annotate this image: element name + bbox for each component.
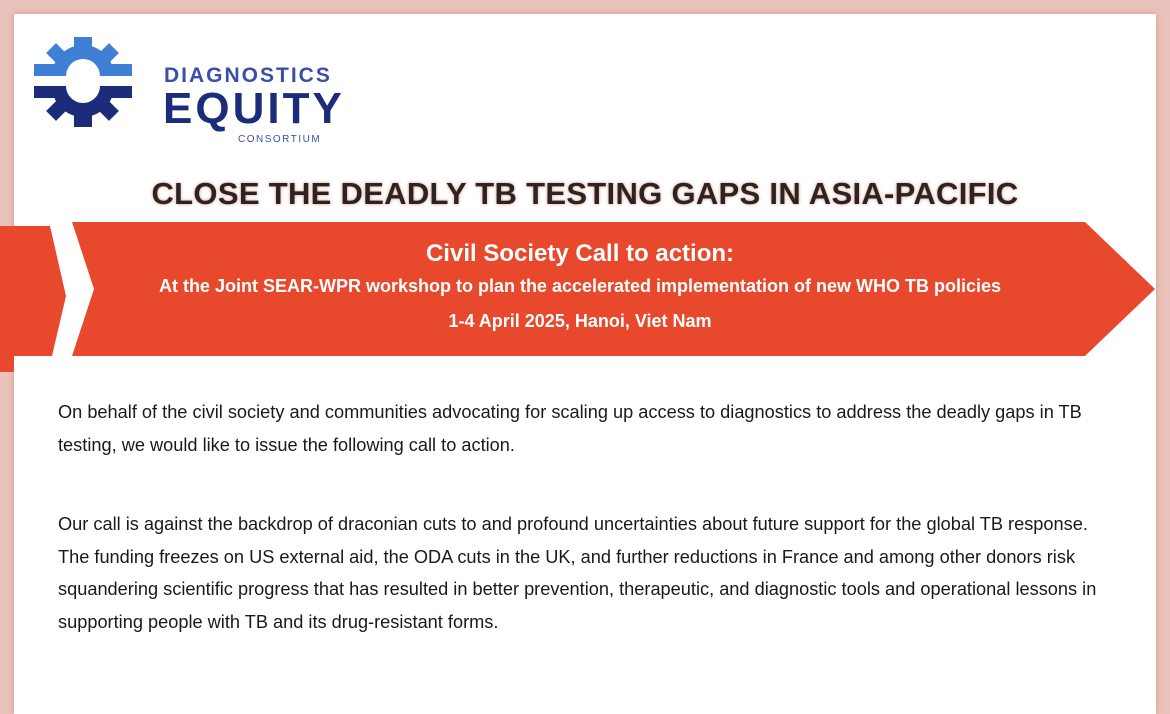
banner-date-location: 1-4 April 2025, Hanoi, Viet Nam [448,311,712,331]
banner-subheading: At the Joint SEAR-WPR workshop to plan the accelerated implementation of new WHO TB policies [158,276,1002,296]
banner-heading: Civil Society Call to action: [425,240,735,267]
logo-text-equity: EQUITY [163,84,345,133]
logo-text-consortium: CONSORTIUM [238,134,322,145]
logo-text-diagnostics: DIAGNOSTICS [164,64,332,87]
paragraph-backdrop: Our call is against the backdrop of draconian cuts to and profound uncertainties about future support for the global TB response. The funding freezes on US external aid, the ODA cuts in the UK, and further reductions in France and among other donors risk squandering scientific progress that has resulted in better prevention, therapeutic, and diagnostic tools and operational lessons in supporting people with TB and its drug-resistant forms. [58,514,1097,632]
paragraph-intro: On behalf of the civil society and communities advocating for scaling up access to diagnostics to address the deadly gaps in TB testing, we would like to issue the following call to action. [58,402,1082,455]
document-title: CLOSE THE DEADLY TB TESTING GAPS IN ASIA-PACIFIC [151,176,1019,211]
